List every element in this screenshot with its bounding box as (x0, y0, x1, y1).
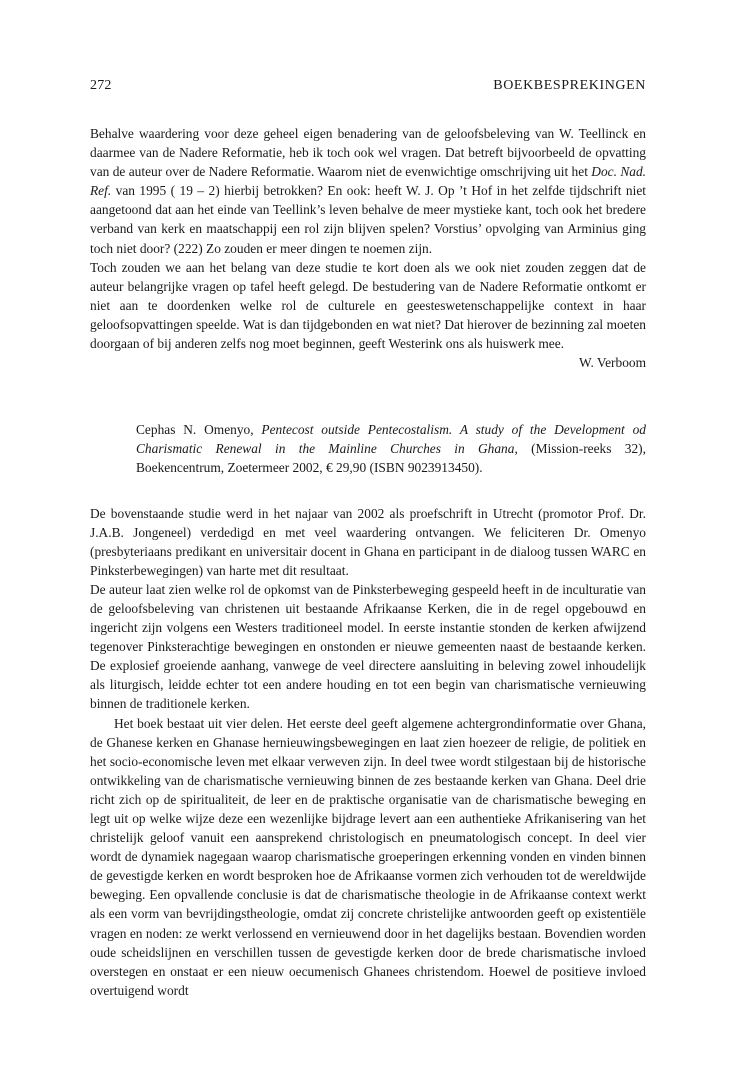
paragraph: Het boek bestaat uit vier delen. Het eerste deel geeft algemene achtergrondinformatie over Ghana, de Ghanese kerken en Ghanase hernieuwingsbewegingen en laat zien hoezeer de religie, de politiek en het socio-economische leven met elkaar verweven zijn. In deel twee wordt stilgestaan bij de historische ontwikkeling van de charismatische vernieuwing binnen de zes bestaande kerken van Ghana. Deel drie richt zich op de spiritualiteit, de leer en de praktische organisatie van de charismatische beweging en legt uit op welke wijze deze een wezenlijke bijdrage levert aan een authentieke Afrikanisering van het christelijk geloof vanuit een aansprekend christologisch en pneumatologisch concept. In deel vier wordt de dynamiek nagegaan waarop charismatische groeperingen erkenning vonden en vinden binnen de gevestigde kerken en wordt besproken hoe de Afrikaanse vormen zich verhouden tot de wereldwijde beweging. Een opvallende conclusie is dat de charismatische theologie in de Afrikaanse context werkt als een vorm van bevrijdingstheologie, omdat zij concrete christelijke antwoorden geeft op existentiële vragen en noden: ze werkt verlossend en vernieuwend door in het dagelijks bestaan. Bovendien worden oude scheidslijnen en verschillen tussen de gevestigde kerken door de brede charismatische invloed overstegen en onstaat er een nieuw oecumenisch Ghanees christendom. Hoewel de positieve invloed overtuigend wordt (90, 715, 646, 998)
running-header (90, 78, 646, 98)
book-reference (136, 420, 646, 477)
book-details: , (Mission-reeks 32), Boekencentrum, Zoetermeer 2002, € 29,90 (ISBN 9023913450). (136, 441, 646, 476)
book-author: Cephas N. Omenyo, (136, 422, 262, 438)
paragraph (90, 124, 646, 258)
page (90, 78, 646, 1000)
book-title: Pentecost outside Pentecostalism. A study of the Development od Charismatic Renewal in the Mainline Churches in Ghana (136, 422, 646, 457)
review-continuation (90, 124, 646, 372)
paragraph: De auteur laat zien welke rol de opkomst van de Pinksterbeweging gespeeld heeft in de inculturatie van de geloofsbeleving van christenen uit bestaande Afrikaanse Kerken, die in de regel opgebouwd en ingericht zijn volgens een Westers traditioneel model. In eerste instantie stonden de kerken afwijzend tegenover Pinksterachtige bewegingen en onstonden er nieuwe gemeenten naast de bestaande kerken. De explosief groeiende aanhang, vanwege de veel directere aansluiting in beleving zowel inhoudelijk als liturgisch, leidde echter tot een andere houding en tot een begin van charismatische vernieuwing binnen de traditionele kerken. (90, 581, 646, 712)
paragraph-text: Behalve waardering voor deze geheel eigen benadering van de geloofsbeleving van W. Teellinck en daarmee van de Nadere Reformatie, heb ik toch ook wel vragen. Dat betreft bijvoorbeeld de opvatting van de auteur over de Nadere Reformatie. Waarom niet de evenwichtige omschrijving uit het (90, 126, 646, 180)
page-number: 272 (90, 78, 112, 93)
paragraph: Toch zouden we aan het belang van deze studie te kort doen als we ook niet zouden zeggen dat de auteur belangrijke vragen op tafel heeft gelegd. De bestudering van de Nadere Reformatie ontkomt er niet aan te doordenken welke rol de culturele en geesteswetenschappelijke context in haar geloofsopvattingen speelde. Wat is dan tijdgebonden en wat niet? Dat hierover de bezinning zal moeten doorgaan of bij anderen zelfs nog moet beginnen, geeft Westerink ons als huiswerk mee. (90, 259, 646, 352)
paragraph-text: van 1995 ( 19 – 2) hierbij betrokken? En ook: heeft W. J. Op ’t Hof in het zelfde tijdschrift niet aangetoond dat aan het einde van Teellink’s leven behalve de meer mystieke kant, toch ook het bredere verband van kerk en maatschappij een rol zijn blijven spelen? Vorstius’ opvolging van Arminius ging toch niet door? (222) Zo zouden er meer dingen te noemen zijn. (90, 183, 646, 256)
paragraph: De bovenstaande studie werd in het najaar van 2002 als proefschrift in Utrecht (promotor Prof. Dr. J.A.B. Jongeneel) verdedigd en met veel waardering ontvangen. We feliciteren Dr. Omenyo (presbyteriaans predikant en universitair docent in Ghana en participant in de dialoog tussen WARC en Pinksterbewegingen) van harte met dit resultaat. (90, 505, 646, 578)
section-title: BOEKBESPREKINGEN (493, 78, 646, 93)
reviewer-signature: W. Verboom (579, 355, 646, 371)
journal-abbreviation: Doc. Nad. Ref. (90, 164, 646, 199)
review-body (90, 504, 646, 1000)
